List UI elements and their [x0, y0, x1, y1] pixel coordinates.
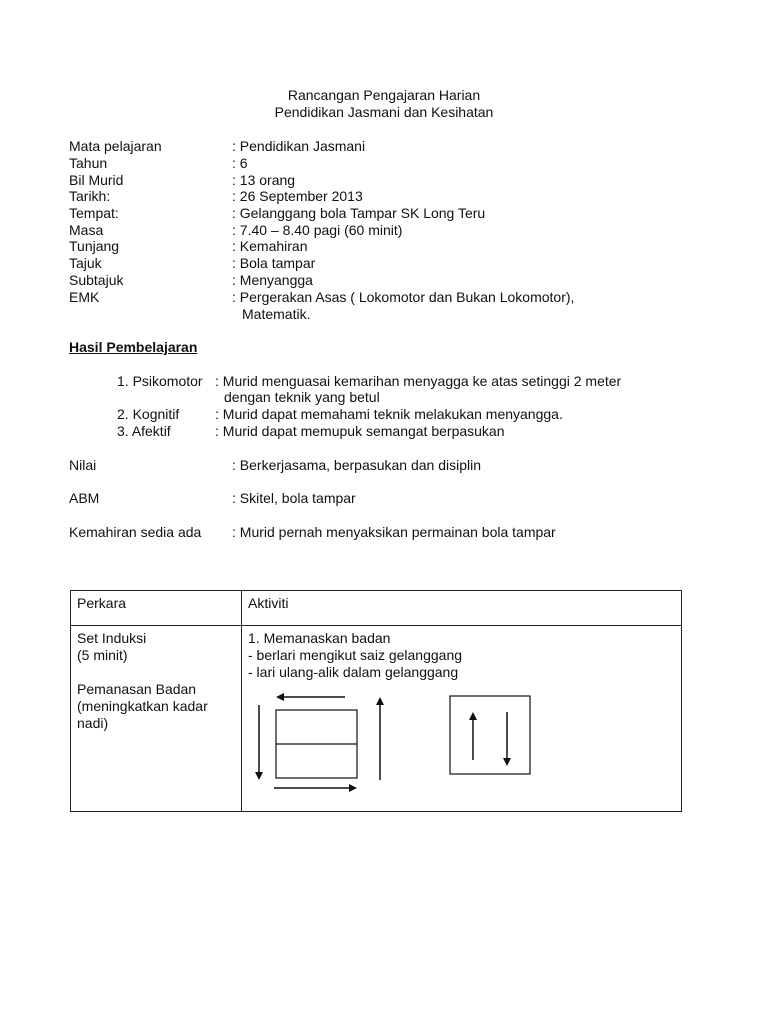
- info-value: : 13 orang: [232, 172, 296, 188]
- info-value: : 26 September 2013: [232, 188, 363, 204]
- info-label: Masa: [69, 222, 104, 238]
- shuttle-run-box: [450, 696, 530, 774]
- outcome-label: 3. Afektif: [117, 423, 171, 439]
- header-aktiviti: Aktiviti: [242, 591, 682, 626]
- outcomes-heading: Hasil Pembelajaran: [69, 339, 198, 355]
- perkara-line: (meningkatkan kadar: [77, 698, 208, 714]
- aktiviti-line: - lari ulang-alik dalam gelanggang: [248, 664, 459, 680]
- outcome-label: 1. Psikomotor: [117, 373, 203, 389]
- info-value: : Kemahiran: [232, 238, 308, 254]
- nilai-label: Nilai: [69, 457, 97, 473]
- outcome-text: : Murid dapat memahami teknik melakukan menyangga.: [215, 406, 563, 422]
- info-value: : Pendidikan Jasmani: [232, 138, 366, 154]
- abm-label: ABM: [69, 490, 100, 506]
- info-label: Tempat:: [69, 205, 119, 221]
- perkara-line: (5 minit): [77, 647, 128, 663]
- document-title: Rancangan Pengajaran Harian: [287, 87, 481, 103]
- nilai-value: : Berkerjasama, berpasukan dan disiplin: [232, 457, 482, 473]
- info-label: Tarikh:: [69, 188, 111, 204]
- abm-value: : Skitel, bola tampar: [232, 490, 356, 506]
- outcome-text: : Murid menguasai kemarihan menyagga ke atas setinggi 2 meter: [215, 373, 622, 389]
- perkara-cell: [71, 626, 242, 812]
- info-value: : Gelanggang bola Tampar SK Long Teru: [232, 205, 486, 221]
- kemahiran-label: Kemahiran sedia ada: [69, 524, 202, 540]
- outcome-label: 2. Kognitif: [117, 406, 180, 422]
- court-diagram: [240, 680, 540, 800]
- info-label: Subtajuk: [69, 272, 124, 288]
- aktiviti-line: - berlari mengikut saiz gelanggang: [248, 647, 463, 663]
- header-perkara: Perkara: [71, 591, 242, 626]
- info-value: : Pergerakan Asas ( Lokomotor dan Bukan Lokomotor),: [232, 289, 575, 305]
- info-label: Tajuk: [69, 255, 102, 271]
- perkara-line: Pemanasan Badan: [77, 681, 197, 697]
- outcome-text: : Murid dapat memupuk semangat berpasukan: [215, 423, 505, 439]
- table-header-row: [71, 591, 682, 626]
- perkara-line: nadi): [77, 715, 109, 731]
- info-label: EMK: [69, 289, 100, 305]
- info-value: : 6: [232, 155, 248, 171]
- info-value: : 7.40 – 8.40 pagi (60 minit): [232, 222, 403, 238]
- perkara-line: Set Induksi: [77, 630, 147, 646]
- info-label: Mata pelajaran: [69, 138, 162, 154]
- emk-continuation: Matematik.: [242, 306, 311, 322]
- info-value: : Menyangga: [232, 272, 313, 288]
- info-value: : Bola tampar: [232, 255, 316, 271]
- kemahiran-value: : Murid pernah menyaksikan permainan bola tampar: [232, 524, 556, 540]
- aktiviti-line: 1. Memanaskan badan: [248, 630, 391, 646]
- info-label: Tunjang: [69, 238, 120, 254]
- outcome-text: dengan teknik yang betul: [224, 389, 380, 405]
- info-label: Bil Murid: [69, 172, 124, 188]
- info-label: Tahun: [69, 155, 108, 171]
- document-subtitle: Pendidikan Jasmani dan Kesihatan: [274, 104, 494, 120]
